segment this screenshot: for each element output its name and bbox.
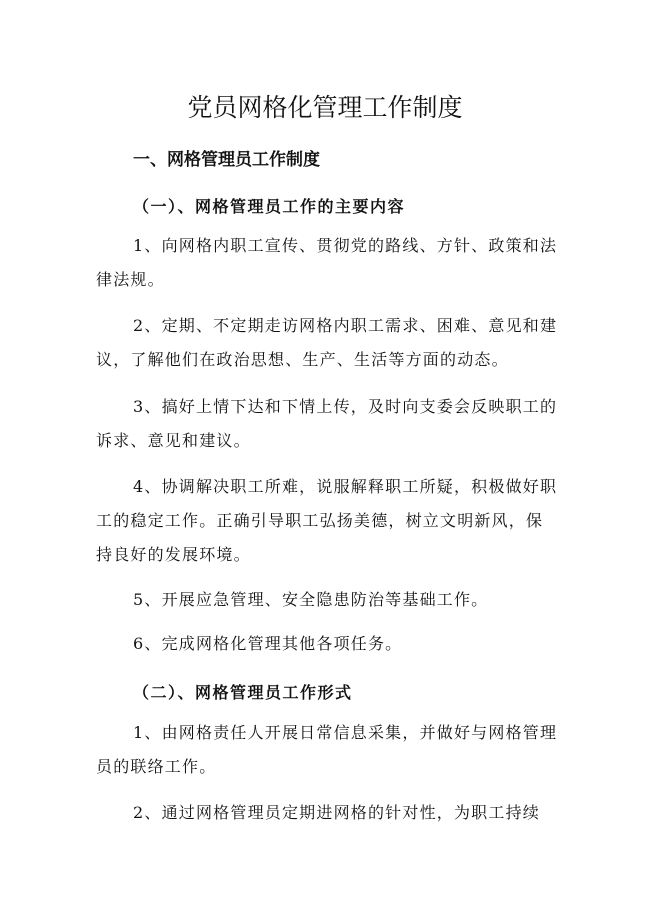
sub-heading-work-form: （二）、网格管理员工作形式 bbox=[133, 683, 353, 702]
paragraph-item-4: 4、协调解决职工所难，说服解释职工所疑，积极做好职工的稳定工作。正确引导职工弘扬美德，树立文明新风，保持良好的发展环境。 bbox=[96, 477, 558, 564]
sub-heading-main-content: （一）、网格管理员工作的主要内容 bbox=[133, 197, 406, 216]
section-heading-1: 一、网格管理员工作制度 bbox=[133, 150, 320, 170]
paragraph-item-3: 3、搞好上情下达和下情上传，及时向支委会反映职工的诉求、意见和建议。 bbox=[96, 397, 558, 450]
paragraph-item-2: 2、定期、不定期走访网格内职工需求、困难、意见和建议，了解他们在政治思想、生产、生活等方面的动态。 bbox=[96, 316, 558, 369]
paragraph-item-6: 6、完成网格化管理其他各项任务。 bbox=[133, 634, 403, 653]
paragraph-item-1: 1、向网格内职工宣传、贯彻党的路线、方针、政策和法律法规。 bbox=[96, 236, 558, 289]
document-title: 党员网格化管理工作制度 bbox=[187, 93, 463, 122]
paragraph-form-item-1: 1、由网格责任人开展日常信息采集，并做好与网格管理员的联络工作。 bbox=[96, 723, 558, 776]
paragraph-item-5: 5、开展应急管理、安全隐患防治等基础工作。 bbox=[133, 590, 489, 609]
paragraph-form-item-2: 2、通过网格管理员定期进网格的针对性，为职工持续 bbox=[133, 803, 540, 822]
